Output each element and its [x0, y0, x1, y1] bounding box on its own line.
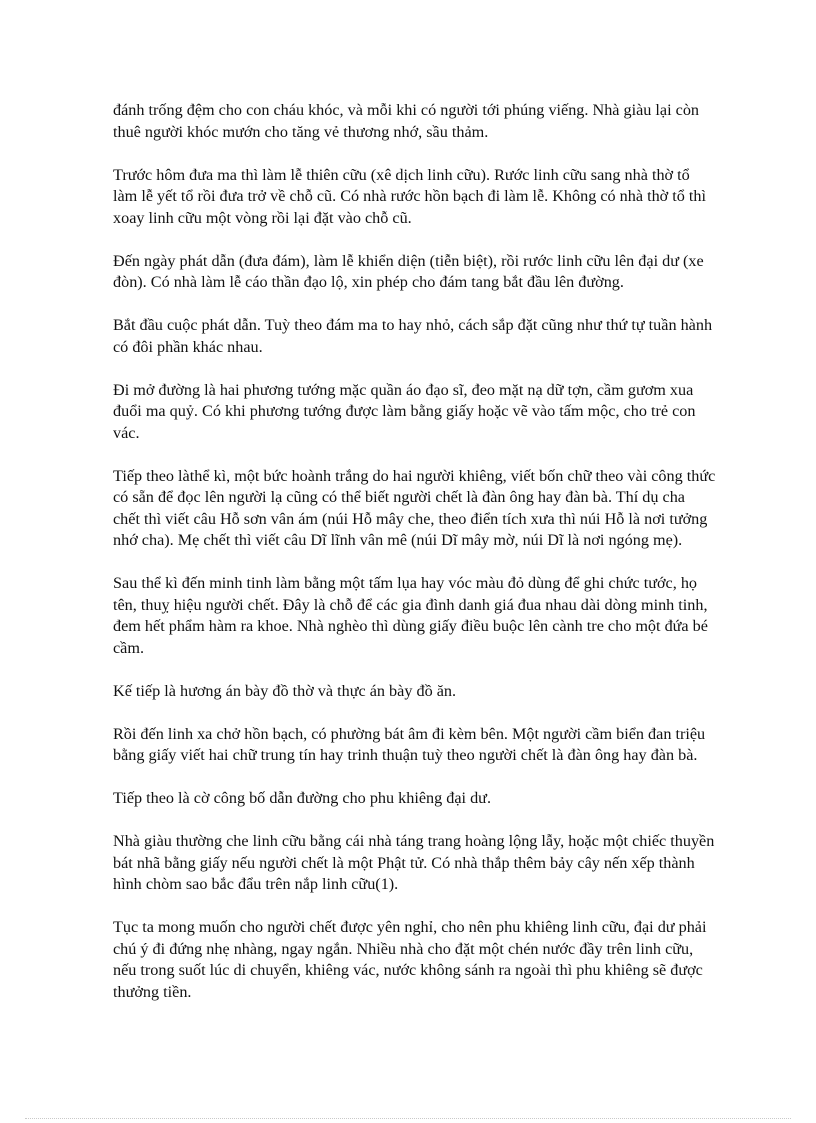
paragraph-10: Tiếp theo là cờ công bố dẫn đường cho phu khiêng đại dư. [113, 789, 491, 807]
paragraph-6: Tiếp theo làthể kì, một bức hoành trắng do hai người khiêng, viết bốn chữ theo vài công thức có sẵn để đọc lên người lạ cũng có thể biết người chết là đàn ông hay đàn bà. Thí dụ cha chết thì viết câu Hỗ sơn vân ám (núi Hỗ mây che, theo điển tích xưa thì núi Hỗ là nơi tưởng nhớ cha). Mẹ chết thì viết câu Dĩ lĩnh vân mê (núi Dĩ mây mờ, núi Dĩ là nơi ngóng mẹ). [113, 466, 716, 549]
paragraph-9: Rồi đến linh xa chở hồn bạch, có phường bát âm đi kèm bên. Một người cầm biển đan triệu bằng giấy viết hai chữ trung tín hay trinh thuận tuỳ theo người chết là đàn ông hay đàn bà. [113, 724, 706, 764]
page-bottom-edge [25, 1118, 791, 1119]
document-page [113, 100, 763, 1025]
paragraph-11: Nhà giàu thường che linh cữu bằng cái nhà táng trang hoàng lộng lẫy, hoặc một chiếc thuyền bát nhã bằng giấy nếu người chết là một Phật tử. Có nhà thắp thêm bảy cây nến xếp thành hình chòm sao bắc đẩu trên nắp linh cữu(1). [113, 832, 715, 893]
paragraph-4: Bắt đầu cuộc phát dẫn. Tuỳ theo đám ma to hay nhỏ, cách sắp đặt cũng như thứ tự tuần hành có đôi phần khác nhau. [113, 316, 713, 356]
paragraph-12: Tục ta mong muốn cho người chết được yên nghỉ, cho nên phu khiêng linh cữu, đại dư phải chú ý đi đứng nhẹ nhàng, ngay ngắn. Nhiều nhà cho đặt một chén nước đầy trên linh cữu, nếu trong suốt lúc di chuyển, khiêng vác, nước không sánh ra ngoài thì phu khiêng sẽ được thưởng tiền. [113, 918, 707, 1001]
paragraph-3: Đến ngày phát dẫn (đưa đám), làm lễ khiển diện (tiễn biệt), rồi rước linh cữu lên đại dư (xe đòn). Có nhà làm lễ cáo thần đạo lộ, xin phép cho đám tang bắt đầu lên đường. [113, 251, 704, 291]
paragraph-1: đánh trống đệm cho con cháu khóc, và mỗi khi có người tới phúng viếng. Nhà giàu lại còn thuê người khóc mướn cho tăng vẻ thương nhớ, sầu thảm. [113, 101, 700, 141]
paragraph-5: Đi mở đường là hai phương tướng mặc quần áo đạo sĩ, đeo mặt nạ dữ tợn, cầm gươm xua đuổi ma quỷ. Có khi phương tướng được làm bằng giấy hoặc vẽ vào tấm mộc, cho trẻ con vác. [113, 380, 696, 442]
paragraph-7: Sau thể kì đến minh tinh làm bằng một tấm lụa hay vóc màu đỏ dùng để ghi chức tước, họ tên, thuỵ hiệu người chết. Đây là chỗ để các gia đình danh giá đua nhau dài dòng minh tinh, đem hết phẩm hàm ra khoe. Nhà nghèo thì dùng giấy điều buộc lên cành tre cho một đứa bé cầm. [113, 574, 708, 657]
paragraph-2: Trước hôm đưa ma thì làm lễ thiên cữu (xê dịch linh cữu). Rước linh cữu sang nhà thờ tổ làm lễ yết tổ rồi đưa trở về chỗ cũ. Có nhà rước hồn bạch đi làm lễ. Không có nhà thờ tổ thì xoay linh cữu một vòng rồi lại đặt vào chỗ cũ. [113, 165, 707, 227]
paragraph-8: Kế tiếp là hương án bày đồ thờ và thực án bày đồ ăn. [113, 681, 457, 700]
